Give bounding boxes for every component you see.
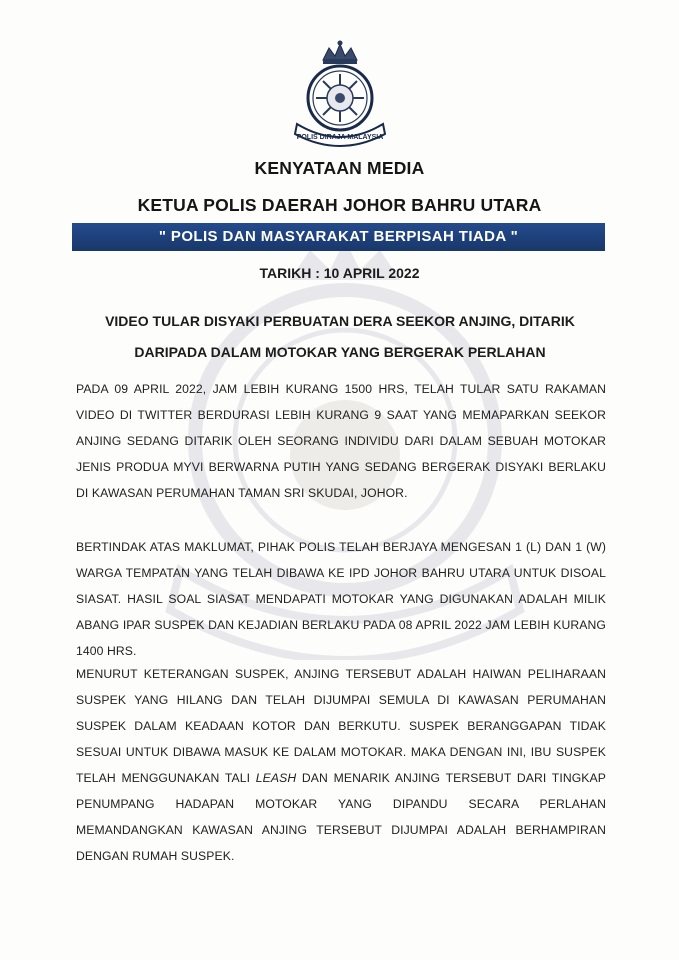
page-subtitle: KETUA POLIS DAERAH JOHOR BAHRU UTARA bbox=[137, 195, 542, 215]
headline: VIDEO TULAR DISYAKI PERBUATAN DERA SEEKOR ANJING, DITARIK DARIPADA DALAM MOTOKAR YANG BERGERAK PERLAHAN bbox=[105, 313, 575, 360]
crest-motto: POLIS DIRAJA MALAYSIA bbox=[296, 134, 384, 141]
paragraph-3-part-2: DAN MENARIK ANJING TERSEBUT DARI TINGKAP PENUMPANG HADAPAN MOTOKAR YANG DIPANDU SECARA PERLAHAN MEMANDANGKAN KAWASAN ANJING TERSEBUT DIJUMPAI ADALAH BERHAMPIRAN DENGAN RUMAH SUSPEK. bbox=[76, 771, 606, 863]
paragraph-3-italic-term: LEASH bbox=[255, 771, 297, 785]
police-crest-logo bbox=[285, 38, 395, 150]
paragraph-2: BERTINDAK ATAS MAKLUMAT, PIHAK POLIS TELAH BERJAYA MENGESAN 1 (L) DAN 1 (W) WARGA TEMPATAN YANG TELAH DIBAWA KE IPD JOHOR BAHRU UTARA UNTUK DISOAL SIASAT. HASIL SOAL SIASAT MENDAPATI MOTOKAR YANG DIGUNAKAN ADALAH MILIK ABANG IPAR SUSPEK DAN KEJADIAN BERLAKU PADA 08 APRIL 2022 JAM LEBIH KURANG 1400 HRS. bbox=[76, 540, 606, 658]
page-title: KENYATAAN MEDIA bbox=[254, 158, 425, 178]
slogan-banner: " POLIS DAN MASYARAKAT BERPISAH TIADA " bbox=[72, 223, 605, 251]
paragraph-3-part-1: MENURUT KETERANGAN SUSPEK, ANJING TERSEBUT ADALAH HAIWAN PELIHARAAN SUSPEK YANG HILANG DAN TELAH DIJUMPAI SEMULA DI KAWASAN PERUMAHAN SUSPEK DALAM KEADAAN KOTOR DAN BERKUTU. SUSPEK BERANGGAPAN TIDAK SESUAI UNTUK DIBAWA MASUK KE DALAM MOTOKAR. MAKA DENGAN INI, IBU SUSPEK TELAH MENGGUNAKAN TALI bbox=[76, 667, 606, 785]
paragraph-1: PADA 09 APRIL 2022, JAM LEBIH KURANG 1500 HRS, TELAH TULAR SATU RAKAMAN VIDEO DI TWITTER BERDURASI LEBIH KURANG 9 SAAT YANG MEMAPARKAN SEEKOR ANJING SEDANG DITARIK OLEH SEORANG INDIVIDU DARI DALAM SEBUAH MOTOKAR JENIS PRODUA MYVI BERWARNA PUTIH YANG SEDANG BERGERAK DISYAKI BERLAKU DI KAWASAN PERUMAHAN TAMAN SRI SKUDAI, JOHOR. bbox=[76, 382, 606, 500]
paragraph-3 bbox=[76, 661, 606, 869]
statement-date: TARIKH : 10 APRIL 2022 bbox=[259, 265, 420, 281]
